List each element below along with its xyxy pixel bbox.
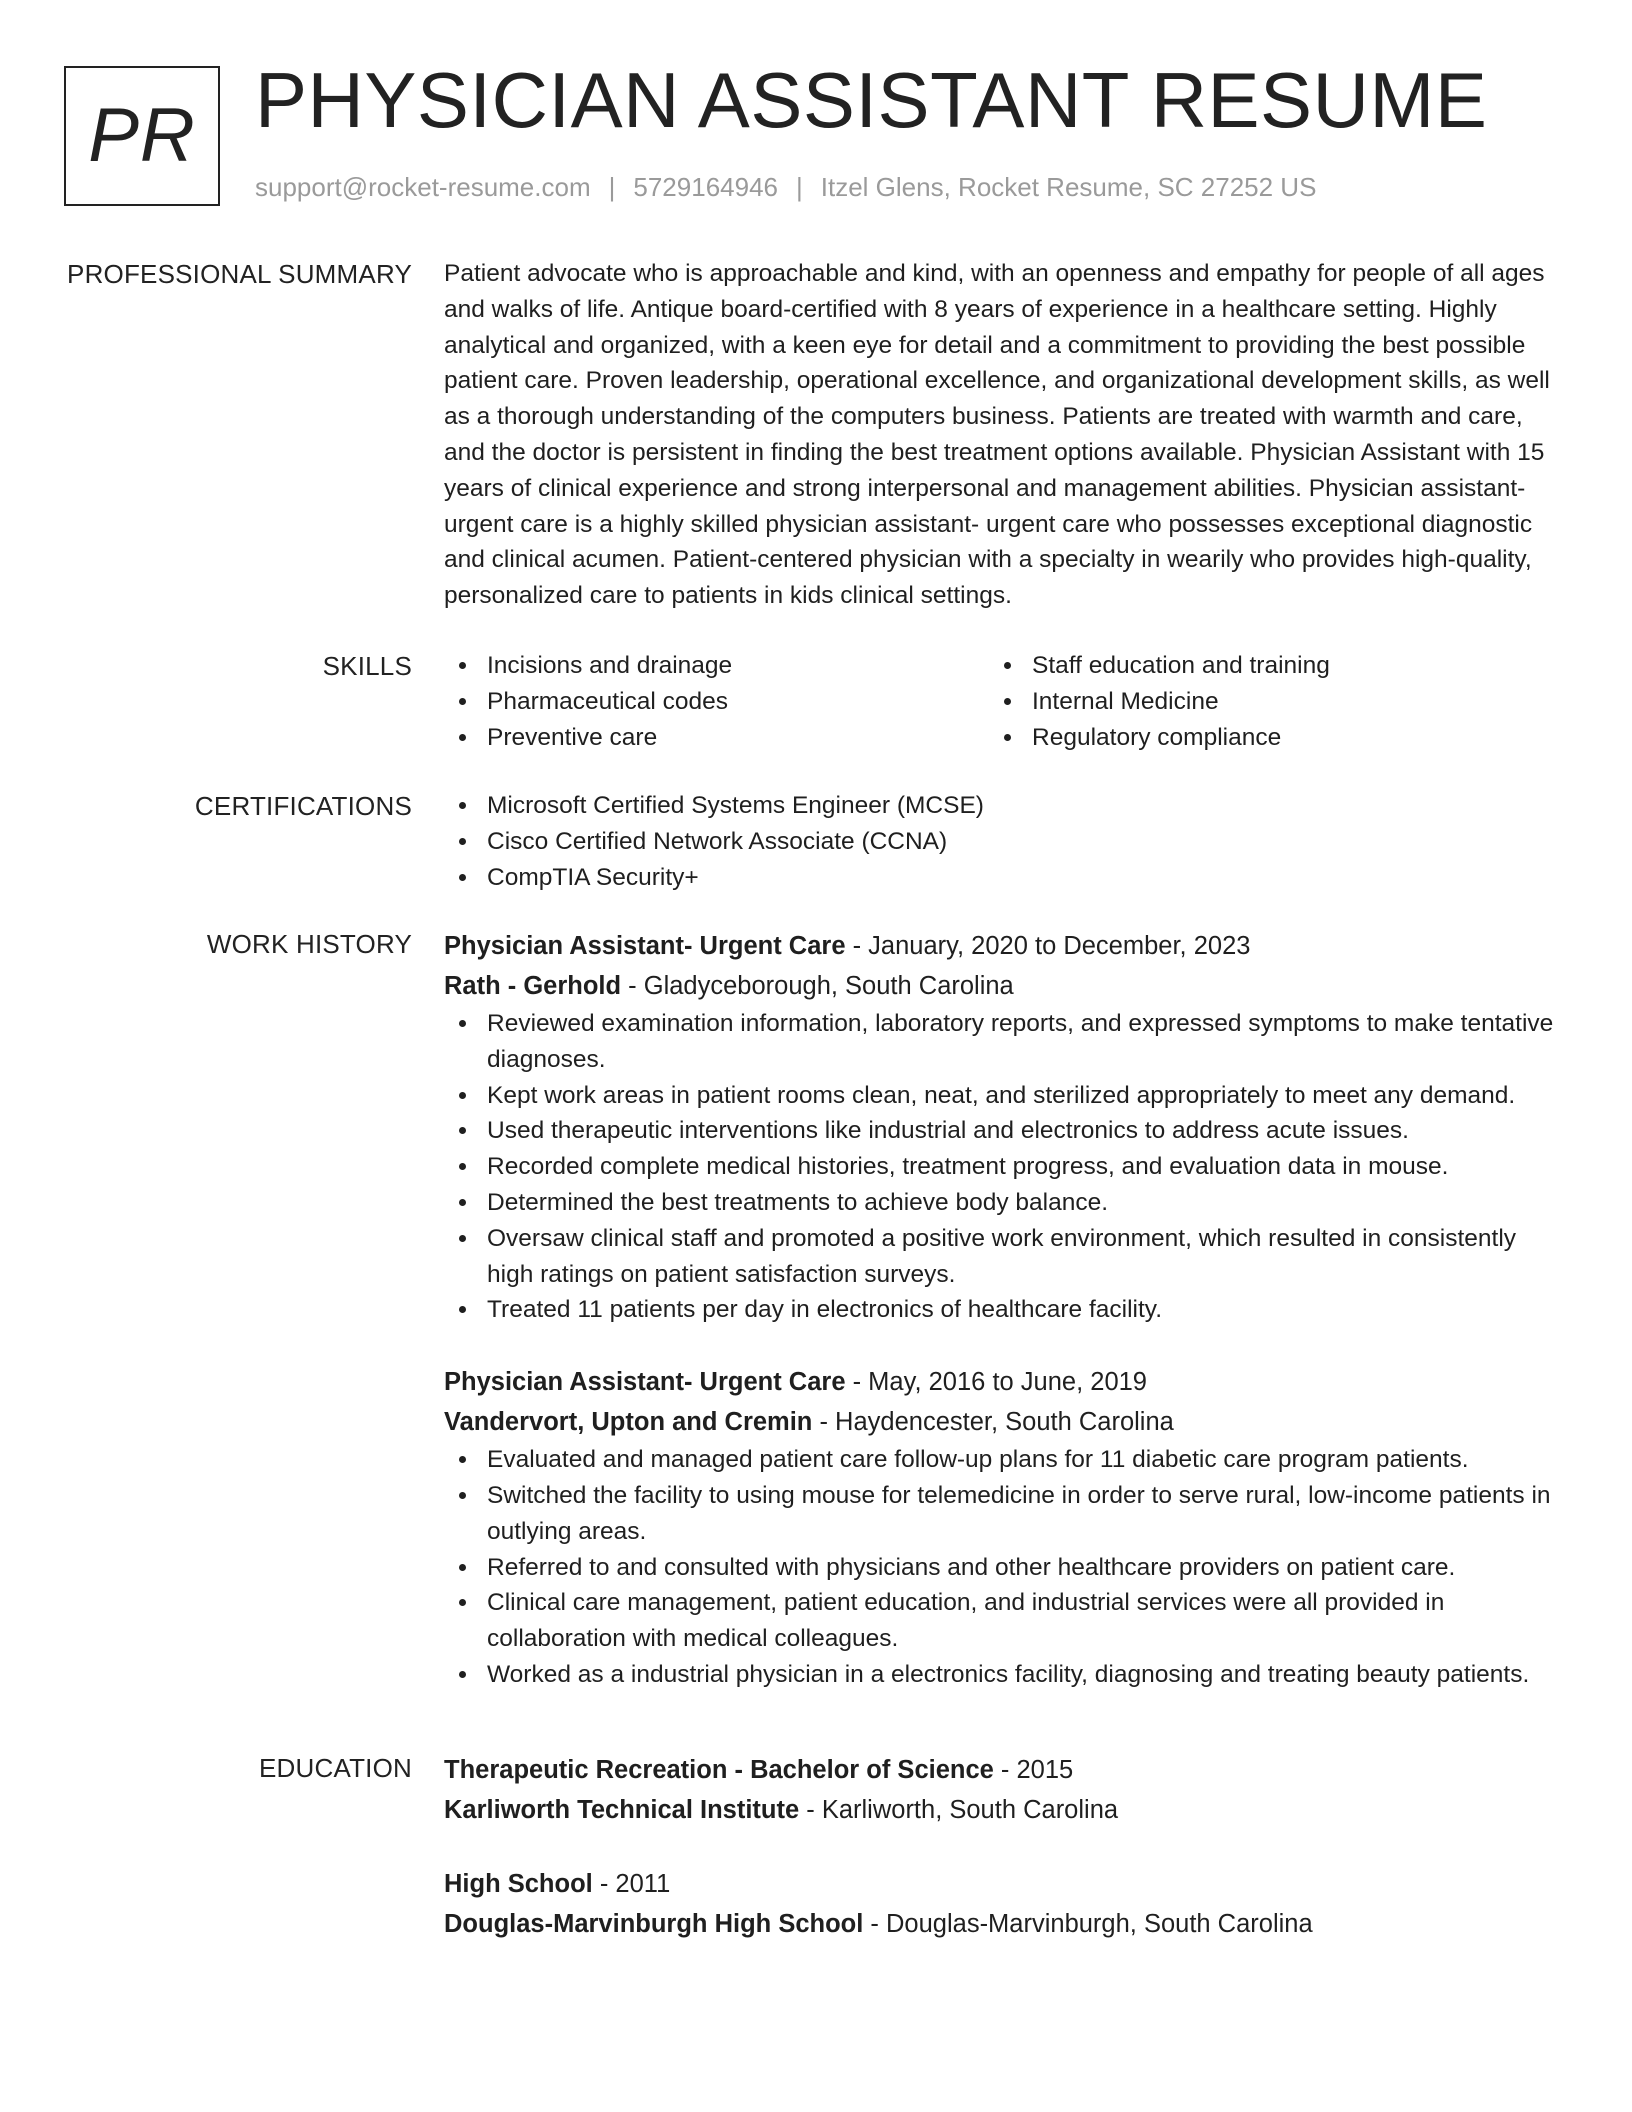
- monogram-initials: PR: [88, 93, 196, 178]
- contact-email: support@rocket-resume.com: [255, 172, 591, 202]
- education-degree: Therapeutic Recreation - Bachelor of Science: [444, 1756, 994, 1784]
- skill-item: Pharmaceutical codes: [444, 684, 989, 720]
- section-label-skills: SKILLS: [322, 651, 412, 681]
- job-duty-item: Kept work areas in patient rooms clean, neat, and sterilized appropriately to meet any demand.: [444, 1078, 1554, 1114]
- skills-column-right: [989, 648, 1534, 755]
- job-duty-item: Determined the best treatments to achieve body balance.: [444, 1185, 1554, 1221]
- job-duty-item: Reviewed examination information, laboratory reports, and expressed symptoms to make tentative diagnoses.: [444, 1006, 1554, 1078]
- certification-item: Cisco Certified Network Associate (CCNA): [444, 824, 1554, 860]
- job-duty-item: Worked as a industrial physician in a electronics facility, diagnosing and treating beauty patients.: [444, 1657, 1554, 1693]
- education-degree-line: [444, 1750, 1554, 1790]
- education-school-line: [444, 1904, 1554, 1944]
- section-label-education: EDUCATION: [259, 1753, 412, 1783]
- job-entry: [444, 926, 1554, 1328]
- job-duties: [444, 1006, 1554, 1328]
- work-history-body: [444, 926, 1554, 1693]
- skill-item: Preventive care: [444, 720, 989, 756]
- skills-list: [444, 648, 1554, 755]
- job-title-line: [444, 926, 1554, 966]
- skill-item: Staff education and training: [989, 648, 1534, 684]
- section-label-work-history: WORK HISTORY: [206, 929, 412, 959]
- skill-item: Incisions and drainage: [444, 648, 989, 684]
- certification-item: Microsoft Certified Systems Engineer (MCSE): [444, 788, 1554, 824]
- job-location: - Gladyceborough, South Carolina: [621, 972, 1014, 1000]
- contact-phone: 5729164946: [633, 172, 778, 202]
- education-degree: High School: [444, 1870, 593, 1898]
- certifications-list: [444, 788, 1554, 895]
- job-company: Vandervort, Upton and Cremin: [444, 1408, 813, 1437]
- job-title: Physician Assistant- Urgent Care: [444, 1368, 846, 1397]
- skills-column-left: [444, 648, 989, 755]
- education-school-line: [444, 1790, 1554, 1830]
- job-duty-item: Evaluated and managed patient care follow-up plans for 11 diabetic care program patients.: [444, 1442, 1554, 1478]
- job-duty-item: Oversaw clinical staff and promoted a positive work environment, which resulted in consistently high ratings on patient satisfaction surveys.: [444, 1221, 1554, 1293]
- job-duty-item: Switched the facility to using mouse for telemedicine in order to serve rural, low-income patients in outlying areas.: [444, 1478, 1554, 1550]
- job-dates: - January, 2020 to December, 2023: [845, 932, 1251, 960]
- education-location: - Karliworth, South Carolina: [799, 1796, 1119, 1824]
- education-location: - Douglas-Marvinburgh, South Carolina: [863, 1910, 1313, 1938]
- contact-address: Itzel Glens, Rocket Resume, SC 27252 US: [820, 172, 1317, 202]
- job-company-line: [444, 1402, 1554, 1442]
- job-dates: - May, 2016 to June, 2019: [845, 1368, 1147, 1397]
- education-year: - 2015: [993, 1756, 1074, 1784]
- education-year: - 2011: [592, 1870, 671, 1898]
- education-school: Douglas-Marvinburgh High School: [444, 1910, 864, 1938]
- education-degree-line: [444, 1864, 1554, 1904]
- job-location: - Haydencester, South Carolina: [812, 1408, 1174, 1437]
- skill-item: Internal Medicine: [989, 684, 1534, 720]
- section-label-summary: PROFESSIONAL SUMMARY: [67, 259, 412, 289]
- summary-text: Patient advocate who is approachable and kind, with an openness and empathy for people of all ages and walks of life. Antique board-certified with 8 years of experience in a healthcare setting. Highly analytical and organized, with a keen eye for detail and a commitment to providing the best possible patient care. Proven leadership, operational excellence, and organizational development skills, as well as a thorough understanding of the computers business. Patients are treated with warmth and care, and the doctor is persistent in finding the best treatment options available. Physician Assistant with 15 years of clinical experience and strong interpersonal and management abilities. Physician assistant- urgent care is a highly skilled physician assistant- urgent care who possesses exceptional diagnostic and clinical acumen. Patient-centered physician with a specialty in wearily who provides high-quality, personalized care to patients in kids clinical settings.: [444, 260, 1550, 610]
- job-entry: [444, 1362, 1554, 1693]
- job-duty-item: Used therapeutic interventions like industrial and electronics to address acute issues.: [444, 1113, 1554, 1149]
- job-company: Rath - Gerhold: [444, 972, 622, 1000]
- contact-separator: |: [608, 172, 616, 202]
- job-duty-item: Recorded complete medical histories, treatment progress, and evaluation data in mouse.: [444, 1149, 1554, 1185]
- job-title-line: [444, 1362, 1554, 1402]
- job-duty-item: Clinical care management, patient education, and industrial services were all provided in collaboration with medical colleagues.: [444, 1585, 1554, 1657]
- skill-item: Regulatory compliance: [989, 720, 1534, 756]
- certification-item: CompTIA Security+: [444, 860, 1554, 896]
- education-entry: [444, 1750, 1554, 1830]
- resume-title: PHYSICIAN ASSISTANT RESUME: [255, 56, 1488, 144]
- contact-line: [255, 172, 1316, 203]
- monogram-box: [64, 66, 220, 206]
- job-title: Physician Assistant- Urgent Care: [444, 932, 846, 960]
- education-entry: [444, 1864, 1554, 1944]
- job-duty-item: Referred to and consulted with physicians and other healthcare providers on patient care.: [444, 1550, 1554, 1586]
- job-company-line: [444, 966, 1554, 1006]
- section-label-certifications: CERTIFICATIONS: [194, 791, 412, 821]
- job-duties: [444, 1442, 1554, 1693]
- job-duty-item: Treated 11 patients per day in electronics of healthcare facility.: [444, 1292, 1554, 1328]
- contact-separator: |: [796, 172, 803, 202]
- education-body: [444, 1750, 1554, 1944]
- education-school: Karliworth Technical Institute: [444, 1796, 800, 1824]
